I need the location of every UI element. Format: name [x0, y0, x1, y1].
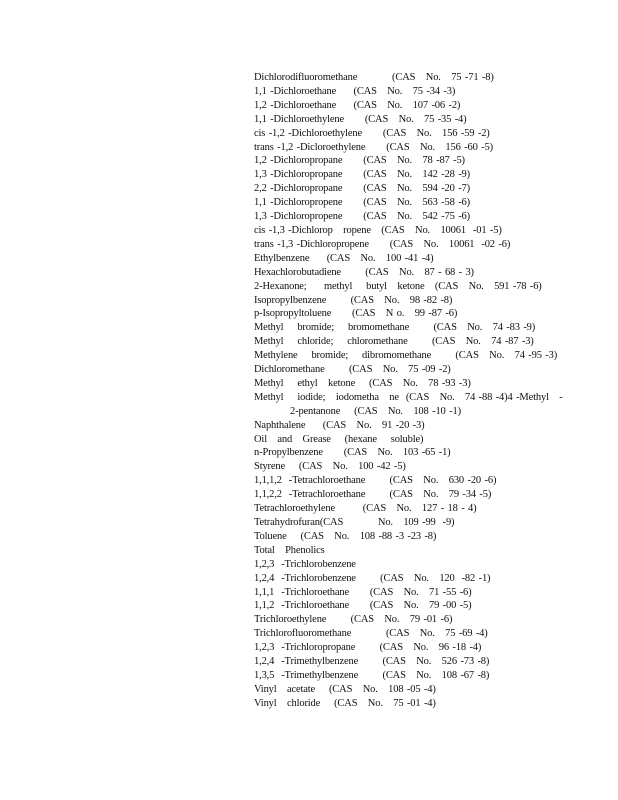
list-line: Methyl chloride; chloromethane (CAS No. 74 -87 -3) — [254, 336, 534, 348]
list-line: Toluene (CAS No. 108 -88 -3 -23 -8) — [254, 530, 437, 542]
list-line: 1,1 -Dichloroethane (CAS No. 75 -34 -3) — [254, 85, 456, 97]
list-line: 1,2,3 -Trichloropropane (CAS No. 96 -18 -4) — [254, 642, 482, 654]
list-line: cis -1,2 -Dichloroethylene (CAS No. 156 -59 -2) — [254, 127, 490, 139]
list-line: Tetrachloroethylene (CAS No. 127 - 18 - 4) — [254, 503, 477, 515]
list-line: 1,2 -Dichloropropane (CAS No. 78 -87 -5) — [254, 155, 465, 167]
list-line: Trichlorofluoromethane (CAS No. 75 -69 -4) — [254, 628, 488, 640]
list-line: 1,1 -Dichloroethylene (CAS No. 75 -35 -4) — [254, 113, 467, 125]
list-line-continuation: 2-pentanone (CAS No. 108 -10 -1) — [290, 405, 461, 417]
list-line: Vinyl chloride (CAS No. 75 -01 -4) — [254, 697, 436, 709]
chemical-list — [254, 71, 563, 711]
list-line: 1,3 -Dichloropropane (CAS No. 142 -28 -9) — [254, 169, 471, 181]
list-line: Methyl ethyl ketone (CAS No. 78 -93 -3) — [254, 377, 471, 389]
list-line: Oil and Grease (hexane soluble) — [254, 433, 424, 445]
list-line: 1,1,2 -Trichloroethane (CAS No. 79 -00 -5) — [254, 600, 472, 612]
list-line: 1,1,1,2 -Tetrachloroethane (CAS No. 630 -20 -6) — [254, 475, 497, 487]
list-line: Naphthalene (CAS No. 91 -20 -3) — [254, 419, 425, 431]
list-line: 2,2 -Dichloropropane (CAS No. 594 -20 -7) — [254, 183, 471, 195]
list-line: 1,2,3 -Trichlorobenzene — [254, 558, 356, 570]
list-line: Isopropylbenzene (CAS No. 98 -82 -8) — [254, 294, 453, 306]
list-line: Total Phenolics — [254, 544, 325, 556]
list-line: trans -1,2 -Dicloroethylene (CAS No. 156 -60 -5) — [254, 141, 493, 153]
list-line: Ethylbenzene (CAS No. 100 -41 -4) — [254, 252, 434, 264]
list-line: Dichlorodifluoromethane (CAS No. 75 -71 -8) — [254, 72, 494, 83]
list-line: n-Propylbenzene (CAS No. 103 -65 -1) — [254, 447, 451, 459]
list-line: trans -1,3 -Dichloropropene (CAS No. 10061 -02 -6) — [254, 238, 511, 250]
list-line: Tetrahydrofuran(CAS No. 109 -99 -9) — [254, 517, 455, 528]
list-line: 1,2,4 -Trichlorobenzene (CAS No. 120 -82 -1) — [254, 572, 491, 584]
list-line: Styrene (CAS No. 100 -42 -5) — [254, 461, 406, 473]
list-line: 1,2,4 -Trimethylbenzene (CAS No. 526 -73 -8) — [254, 656, 490, 668]
list-line: Methyl iodide; iodometha ne (CAS No. 74 -88 -4)4 -Methyl - — [254, 391, 563, 403]
list-line: Methylene bromide; dibromomethane (CAS No. 74 -95 -3) — [254, 350, 558, 362]
list-line: 1,1,2,2 -Tetrachloroethane (CAS No. 79 -34 -5) — [254, 489, 492, 501]
list-line: 1,1 -Dichloropropene (CAS No. 563 -58 -6) — [254, 197, 471, 209]
list-line: p-Isopropyltoluene (CAS N o. 99 -87 -6) — [254, 308, 458, 320]
list-line: Dichloromethane (CAS No. 75 -09 -2) — [254, 364, 451, 376]
list-line: 2-Hexanone; methyl butyl ketone (CAS No. 591 -78 -6) — [254, 280, 542, 292]
list-line: Methyl bromide; bromomethane (CAS No. 74 -83 -9) — [254, 322, 536, 334]
list-line: Trichloroethylene (CAS No. 79 -01 -6) — [254, 614, 453, 626]
list-line: cis -1,3 -Dichlorop ropene (CAS No. 10061 -01 -5) — [254, 224, 502, 236]
list-line: Hexachlorobutadiene (CAS No. 87 - 68 - 3) — [254, 266, 474, 278]
list-line: 1,3 -Dichloropropene (CAS No. 542 -75 -6) — [254, 211, 471, 223]
list-line: 1,2 -Dichloroethane (CAS No. 107 -06 -2) — [254, 99, 461, 111]
list-line: 1,3,5 -Trimethylbenzene (CAS No. 108 -67 -8) — [254, 669, 490, 681]
list-line: Vinyl acetate (CAS No. 108 -05 -4) — [254, 683, 436, 695]
list-line: 1,1,1 -Trichloroethane (CAS No. 71 -55 -6) — [254, 586, 472, 598]
